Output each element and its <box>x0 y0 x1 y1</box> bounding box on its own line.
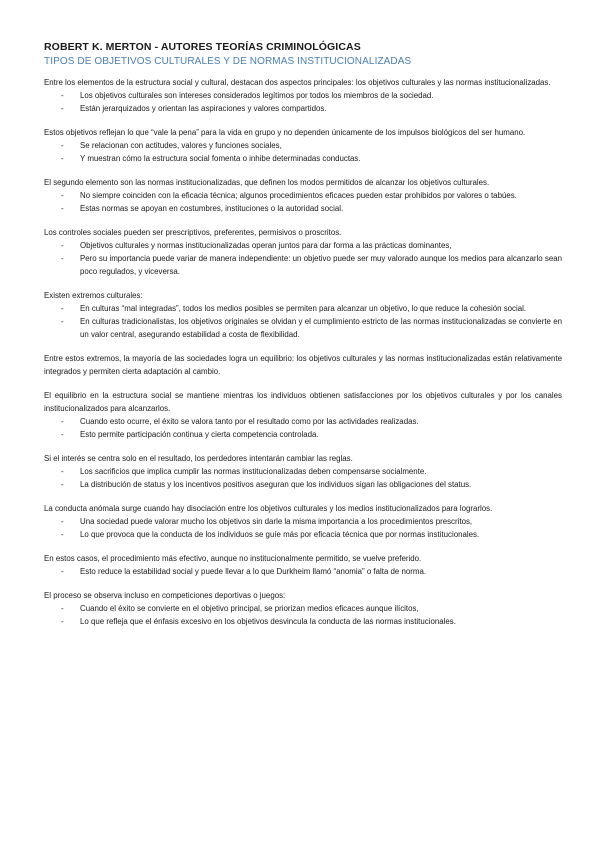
paragraph: En estos casos, el procedimiento más efectivo, aunque no institucionalmente permitido, se vuelve preferido. <box>44 554 422 563</box>
list-item <box>44 478 562 491</box>
list-item <box>44 528 562 541</box>
list-item <box>44 202 562 215</box>
list-item-text: La distribución de status y los incentivos positivos aseguran que los individuos sigan las obligaciones del status. <box>80 480 472 489</box>
paragraph: Si el interés se centra solo en el resultado, los perdedores intentarán cambiar las reglas. <box>44 454 353 463</box>
document-body <box>44 76 562 628</box>
dash-bullet-icon: - <box>61 530 64 539</box>
paragraph: Existen extremos culturales: <box>44 291 143 300</box>
paragraph: La conducta anómala surge cuando hay disociación entre los objetivos culturales y los medios institucionalizados para lograrlos. <box>44 504 493 513</box>
list-item <box>44 415 562 428</box>
list-item <box>44 602 562 615</box>
paragraph-gap <box>44 215 562 226</box>
list-item-text: Estas normas se apoyan en costumbres, instituciones o la autoridad social. <box>80 204 344 213</box>
list-item <box>44 139 562 152</box>
list-item-text: Lo que refleja que el énfasis excesivo en los objetivos desvincula la conducta de las normas institucionales. <box>80 617 456 626</box>
list-item-text: En culturas tradicionalistas, los objetivos originales se olvidan y el cumplimiento estricto de las normas institucionalizadas se convierte en un valor central, asegurando estabilidad a costa de flexibilidad. <box>80 317 562 339</box>
list-item <box>44 252 562 278</box>
paragraph: El proceso se observa incluso en competiciones deportivas o juegos: <box>44 591 286 600</box>
bullet-list <box>44 415 562 441</box>
dash-bullet-icon: - <box>61 304 64 313</box>
list-item <box>44 615 562 628</box>
dash-bullet-icon: - <box>61 617 64 626</box>
list-item-text: Objetivos culturales y normas institucionalizadas operan juntos para dar forma a las prácticas dominantes, <box>80 241 452 250</box>
paragraph-gap <box>44 378 562 389</box>
list-item <box>44 565 562 578</box>
dash-bullet-icon: - <box>61 191 64 200</box>
paragraph: Entre los elementos de la estructura social y cultural, destacan dos aspectos principales: los objetivos culturales y las normas institucionalizadas. <box>44 78 551 87</box>
list-item-text: Una sociedad puede valorar mucho los objetivos sin darle la misma importancia a los procedimientos prescritos, <box>80 517 473 526</box>
bullet-list <box>44 602 562 628</box>
list-item-text: Cuando el éxito se convierte en el objetivo principal, se priorizan medios eficaces aunque ilícitos, <box>80 604 419 613</box>
list-item-text: Esto permite participación continua y cierta competencia controlada. <box>80 430 319 439</box>
dash-bullet-icon: - <box>61 104 64 113</box>
list-item-text: Esto reduce la estabilidad social y puede llevar a lo que Durkheim llamó “anomia” o falta de norma. <box>80 567 427 576</box>
list-item <box>44 189 562 202</box>
paragraph-gap <box>44 441 562 452</box>
list-item-text: Lo que provoca que la conducta de los individuos se guíe más por eficacia técnica que por normas institucionales. <box>80 530 480 539</box>
dash-bullet-icon: - <box>61 141 64 150</box>
paragraph-gap <box>44 541 562 552</box>
list-item <box>44 302 562 315</box>
list-item-text: Y muestran cómo la estructura social fomenta o inhibe determinadas conductas. <box>80 154 361 163</box>
dash-bullet-icon: - <box>61 317 64 326</box>
dash-bullet-icon: - <box>61 91 64 100</box>
bullet-list <box>44 239 562 278</box>
list-item <box>44 315 562 341</box>
list-item-text: Están jerarquizados y orientan las aspiraciones y valores compartidos. <box>80 104 327 113</box>
bullet-list <box>44 565 562 578</box>
paragraph-gap <box>44 578 562 589</box>
list-item-text: Se relacionan con actitudes, valores y funciones sociales, <box>80 141 282 150</box>
list-item-text: Los sacrificios que implica cumplir las normas institucionalizadas deben compensarse socialmente. <box>80 467 427 476</box>
paragraph-gap <box>44 491 562 502</box>
list-item <box>44 102 562 115</box>
list-item <box>44 239 562 252</box>
list-item <box>44 515 562 528</box>
paragraph: Entre estos extremos, la mayoría de las sociedades logra un equilibrio: los objetivos culturales y las normas institucionalizadas están relativamente integrados y permiten cierta adaptación al cambio. <box>44 354 562 376</box>
dash-bullet-icon: - <box>61 241 64 250</box>
dash-bullet-icon: - <box>61 604 64 613</box>
paragraph: Los controles sociales pueden ser prescriptivos, preferentes, permisivos o proscritos. <box>44 228 342 237</box>
list-item <box>44 89 562 102</box>
bullet-list <box>44 189 562 215</box>
bullet-list <box>44 89 562 115</box>
bullet-list <box>44 465 562 491</box>
paragraph-gap <box>44 278 562 289</box>
list-item <box>44 465 562 478</box>
list-item <box>44 428 562 441</box>
dash-bullet-icon: - <box>61 467 64 476</box>
paragraph-gap <box>44 341 562 352</box>
list-item <box>44 152 562 165</box>
dash-bullet-icon: - <box>61 254 64 263</box>
document-title: ROBERT K. MERTON - AUTORES TEORÍAS CRIMINOLÓGICAS <box>44 41 361 53</box>
list-item-text: Pero su importancia puede variar de manera independiente: un objetivo puede ser muy valorado aunque los medios para alcanzarlo sean poco regulados, y viceversa. <box>80 254 562 276</box>
document-subtitle: TIPOS DE OBJETIVOS CULTURALES Y DE NORMAS INSTITUCIONALIZADAS <box>44 56 412 67</box>
dash-bullet-icon: - <box>61 417 64 426</box>
paragraph: El equilibrio en la estructura social se mantiene mientras los individuos obtienen satisfacciones por los objetivos culturales y por los canales institucionalizados para alcanzarlos. <box>44 391 562 413</box>
dash-bullet-icon: - <box>61 154 64 163</box>
paragraph: El segundo elemento son las normas institucionalizadas, que definen los modos permitidos de alcanzar los objetivos culturales. <box>44 178 490 187</box>
list-item-text: Cuando esto ocurre, el éxito se valora tanto por el resultado como por las actividades realizadas. <box>80 417 419 426</box>
dash-bullet-icon: - <box>61 430 64 439</box>
bullet-list <box>44 139 562 165</box>
paragraph-gap <box>44 165 562 176</box>
list-item-text: En culturas “mal integradas”, todos los medios posibles se permiten para alcanzar un objetivo, lo que reduce la cohesión social. <box>80 304 527 313</box>
bullet-list <box>44 302 562 341</box>
dash-bullet-icon: - <box>61 204 64 213</box>
dash-bullet-icon: - <box>61 480 64 489</box>
list-item-text: Los objetivos culturales son intereses considerados legítimos por todos los miembros de la sociedad. <box>80 91 434 100</box>
list-item-text: No siempre coinciden con la eficacia técnica; algunos procedimientos eficaces pueden estar prohibidos por valores o tabúes. <box>80 191 517 200</box>
dash-bullet-icon: - <box>61 517 64 526</box>
bullet-list <box>44 515 562 541</box>
dash-bullet-icon: - <box>61 567 64 576</box>
paragraph-gap <box>44 115 562 126</box>
paragraph: Estos objetivos reflejan lo que “vale la pena” para la vida en grupo y no dependen únicamente de los impulsos biológicos del ser humano. <box>44 128 526 137</box>
